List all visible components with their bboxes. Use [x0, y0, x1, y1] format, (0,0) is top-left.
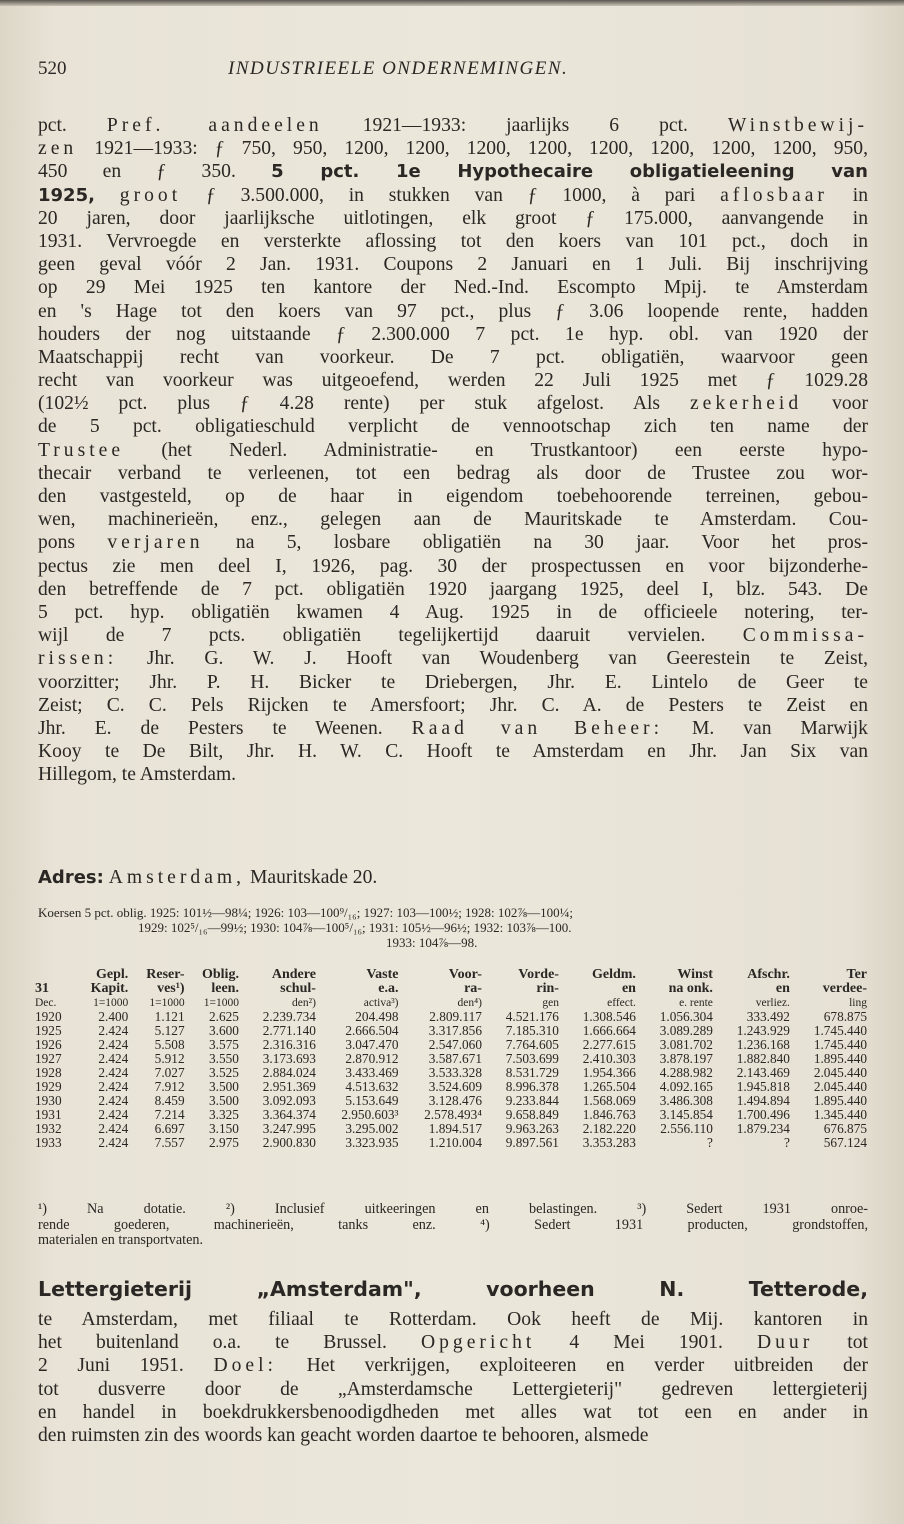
text-run: den betreffende de 7 pct. obligatiën 1920 jaargang 1925, deel I, blz. 543. De	[38, 578, 868, 600]
table-cell: 2.400	[98, 1009, 129, 1024]
text-run: Kooy te De Bilt, Jhr. H. W. C. Hooft te Amsterdam en Jhr. Jan Six van	[38, 741, 868, 763]
text-line	[38, 763, 868, 786]
footnotes	[38, 1202, 868, 1249]
text-run: houders der nog uitstaande ƒ 2.300.000 7 pct. 1e hyp. obl. van 1920 der	[38, 323, 868, 345]
table-cell: 1.700.496	[736, 1107, 790, 1122]
table-cell: 3.500	[209, 1079, 239, 1094]
table-row	[34, 1094, 868, 1108]
table-cell: 5.153.649	[345, 1093, 399, 1108]
table-row	[34, 1136, 868, 1150]
bold-heading: 5 pct. 1e Hypothecaire obligatieleening van	[271, 161, 868, 183]
table-cell: 3.323.935	[345, 1135, 399, 1150]
column-header: ling	[849, 997, 867, 1009]
table-cell: 2.809.117	[429, 1009, 482, 1024]
column-header: Ter	[846, 967, 867, 982]
column-header: Winst	[677, 967, 713, 982]
text-line	[38, 1401, 868, 1424]
table-row	[34, 1066, 868, 1080]
text-line	[38, 485, 868, 508]
table-cell: 2.625	[209, 1009, 239, 1024]
table-cell: 2.424	[98, 1093, 129, 1108]
table-cell: 3.295.002	[345, 1121, 399, 1136]
table-cell: 2.424	[98, 1121, 129, 1136]
text-run: in	[827, 184, 868, 206]
table-cell: 676.875	[823, 1121, 867, 1136]
column-header: Afschr.	[747, 967, 790, 982]
table-cell: 2.666.504	[345, 1023, 399, 1038]
column-header: effect.	[607, 997, 636, 1009]
row-year: 1932	[35, 1121, 62, 1136]
table-cell: 3.878.197	[659, 1051, 713, 1066]
spaced-term: aflosbaar	[720, 184, 828, 206]
column-header: e.a.	[378, 981, 399, 996]
text-run: wijl de 7 pcts. obligatiën tegelijkertijd daaruit vervielen.	[38, 625, 743, 647]
table-row	[34, 1080, 868, 1094]
spaced-term: Doel:	[213, 1355, 277, 1377]
table-cell: 3.128.476	[428, 1093, 482, 1108]
text-line	[38, 369, 868, 392]
column-header: Vaste	[366, 967, 399, 982]
footnote-line: materialen en transportvaten.	[38, 1232, 204, 1248]
table-cell: 2.424	[98, 1079, 129, 1094]
row-year: 1925	[35, 1023, 62, 1038]
row-year: 1931	[35, 1107, 62, 1122]
text-run: 4 Mei 1901.	[535, 1332, 757, 1354]
table-row	[34, 1122, 868, 1136]
table-cell: 7.185.310	[505, 1023, 559, 1038]
text-run: 1931. Vervroegde en versterkte aflossing tot den koers van 101 pct., doch in	[38, 230, 868, 252]
text-line	[38, 624, 868, 647]
text-run: den vastgesteld, op de haar in eigendom toebehoorende terreinen, gebou-	[38, 486, 868, 507]
column-header: ves¹)	[157, 981, 185, 996]
table-cell: 2.410.303	[582, 1051, 636, 1066]
column-header: 1=1000	[93, 997, 129, 1009]
table-cell: 7.764.605	[505, 1037, 559, 1052]
text-run: 450 en ƒ 350.	[38, 161, 272, 183]
column-header: rin-	[536, 981, 559, 996]
table-cell: 5.508	[154, 1037, 185, 1052]
text-run: tot dusverre door de „Amsterdamsche Lettergieterij" gedreven lettergieterij	[38, 1378, 868, 1400]
column-header: Andere	[271, 967, 316, 982]
text-run: wen, machinerieën, enz., gelegen aan de Mauritskade te Amsterdam. Cou-	[38, 509, 868, 531]
table-cell: 2.975	[209, 1135, 239, 1150]
koersen-line-3: 1933: 104⅞—98.	[386, 935, 478, 950]
row-year: 1929	[35, 1079, 62, 1094]
footnote-line: rende goederen, machinerieën, tanks enz. ⁴) Sedert 1931 producten, grondstoffen,	[38, 1216, 868, 1233]
text-run: en handel in boekdrukkersbenoodigdheden met alles wat tot een en ander in	[38, 1401, 868, 1423]
table-cell: 5.912	[154, 1051, 185, 1066]
row-year: 1933	[35, 1135, 62, 1150]
text-run: na 5, losbare obligatiën na 30 jaar. Voor het pros-	[203, 532, 868, 554]
text-run: voor	[802, 393, 868, 415]
table-cell: 678.875	[823, 1009, 867, 1024]
main-text-block	[38, 114, 868, 786]
text-line	[38, 671, 868, 694]
table-cell: 7.557	[154, 1135, 185, 1150]
table-cell: 1.236.168	[736, 1037, 790, 1052]
table-cell: 9.658.849	[505, 1107, 559, 1122]
text-line	[38, 207, 868, 230]
table-cell: 2.316.316	[262, 1037, 316, 1052]
table-cell: 3.145.854	[659, 1107, 713, 1122]
table-cell: 2.424	[98, 1037, 129, 1052]
table-cell: 3.173.693	[262, 1051, 316, 1066]
column-header: den⁴)	[457, 997, 482, 1009]
column-header: Kapit.	[90, 981, 129, 996]
column-header: Oblig.	[201, 967, 239, 982]
text-run: geen geval vóór 2 Jan. 1931. Coupons 2 Januari en 1 Juli. Bij inschrijving	[38, 254, 868, 276]
table-cell: 2.578.493⁴	[424, 1107, 482, 1122]
table-cell: 2.045.440	[813, 1065, 867, 1080]
address-line	[38, 866, 868, 889]
page-number: 520	[38, 58, 67, 79]
table-cell: 6.697	[154, 1121, 185, 1136]
column-header: leen.	[211, 981, 239, 996]
row-year: 1927	[35, 1051, 62, 1066]
table-cell: 1.894.517	[428, 1121, 482, 1136]
spaced-term: rissen:	[38, 648, 118, 670]
spaced-term: Duur	[756, 1332, 814, 1354]
row-year: 1920	[35, 1009, 62, 1024]
table-cell: 3.353.283	[582, 1135, 636, 1150]
text-run: den ruimsten zin des woords kan geacht worden daartoe te behooren, alsmede	[38, 1424, 649, 1446]
table-header-row	[34, 968, 868, 982]
text-line	[38, 717, 868, 740]
spaced-term: groot	[119, 184, 182, 206]
column-header: verliez.	[755, 997, 790, 1009]
column-header: en	[621, 981, 636, 996]
section-lettergieterij	[38, 1270, 868, 1447]
financial-table	[34, 968, 868, 1150]
table-cell: 9.963.263	[505, 1121, 559, 1136]
table-cell: 3.364.374	[262, 1107, 316, 1122]
table-cell: 9.233.844	[505, 1093, 559, 1108]
table-cell: 4.288.982	[659, 1065, 713, 1080]
column-header: 1=1000	[203, 997, 239, 1009]
table-cell: 2.143.469	[736, 1065, 790, 1080]
table-cell: 3.089.289	[659, 1023, 713, 1038]
text-run: 1921—1933: ƒ 750, 950, 1200, 1200, 1200, 1200, 1200, 1200, 1200, 1200, 950,	[77, 138, 868, 160]
table-cell: 3.533.328	[428, 1065, 482, 1080]
text-line	[38, 578, 868, 601]
text-line	[38, 694, 868, 717]
table-cell: 1.846.763	[582, 1107, 636, 1122]
spaced-term: verjaren	[107, 532, 204, 554]
table-row	[34, 1024, 868, 1038]
text-run: en 's Hage tot den koers van 97 pct., plus ƒ 3.06 loopende rente, hadden	[38, 300, 868, 322]
table-cell: 8.531.729	[505, 1065, 559, 1080]
column-header: Vorde-	[518, 967, 559, 982]
spaced-term: Raad van Beheer:	[411, 717, 664, 739]
text-line	[38, 462, 868, 485]
table-header-row	[34, 996, 868, 1010]
table-cell: 3.150	[209, 1121, 239, 1136]
row-year: 1926	[35, 1037, 62, 1052]
column-header: activa³)	[363, 997, 399, 1009]
column-header: 31	[35, 981, 49, 996]
address-label: Adres:	[38, 867, 104, 888]
text-line	[38, 555, 868, 578]
table-cell: 2.884.024	[262, 1065, 316, 1080]
table-cell: 7.503.699	[505, 1051, 559, 1066]
text-line	[38, 346, 868, 369]
page-header	[38, 58, 868, 86]
text-run: 1921—1933: jaarlijks 6 pct.	[322, 115, 728, 136]
table-cell: 2.424	[98, 1023, 129, 1038]
text-run: op 29 Mei 1925 ten kantore der Ned.-Ind. Escompto Mpij. te Amsterdam	[38, 277, 868, 299]
text-line	[38, 230, 868, 253]
spaced-term: Winstbewij-	[727, 115, 868, 136]
table-cell: 2.771.140	[262, 1023, 316, 1038]
row-year: 1930	[35, 1093, 62, 1108]
text-line	[38, 323, 868, 346]
table-row	[34, 1108, 868, 1122]
row-year: 1928	[35, 1065, 62, 1080]
table-cell: 3.081.702	[659, 1037, 713, 1052]
text-run	[95, 185, 120, 206]
table-row	[34, 1038, 868, 1052]
column-header: schul-	[280, 981, 316, 996]
table-cell: 1.945.818	[736, 1079, 790, 1094]
text-run: Hillegom, te Amsterdam.	[38, 764, 237, 786]
table-cell: 3.247.995	[262, 1121, 316, 1136]
table-cell: 1.568.069	[582, 1093, 636, 1108]
column-header: ra-	[464, 981, 482, 996]
koersen-line-2: 1929: 102⁵/₁₆—99½; 1930: 104⅞—100⁵/₁₆; 1931: 105½—96½; 1932: 103⅞—100.	[138, 920, 572, 935]
column-header: Geldm.	[591, 967, 636, 982]
address-city: Amsterdam,	[108, 867, 246, 888]
table-cell: 1.745.440	[813, 1037, 867, 1052]
column-header: en	[775, 981, 790, 996]
table-cell: ?	[784, 1135, 790, 1150]
column-header: Dec.	[35, 997, 57, 1009]
column-header: gen	[542, 997, 559, 1009]
text-line	[38, 253, 868, 276]
table-row	[34, 1010, 868, 1024]
column-header: Voor-	[448, 967, 482, 982]
table-cell: 7.214	[154, 1107, 185, 1122]
column-header: verdee-	[822, 981, 867, 996]
text-line	[38, 1308, 868, 1331]
table-cell: 8.459	[154, 1093, 185, 1108]
column-header: na onk.	[668, 981, 713, 996]
table-cell: 2.424	[98, 1065, 129, 1080]
text-run: tot	[813, 1332, 868, 1354]
text-line	[38, 740, 868, 763]
text-run: (het Nederl. Administratie- en Trustkantoor) een eerste hypo-	[124, 439, 868, 461]
spaced-term: Pref. aandeelen	[106, 115, 323, 136]
table-cell: 2.424	[98, 1135, 129, 1150]
text-line	[38, 276, 868, 299]
table-cell: 3.047.470	[345, 1037, 399, 1052]
table-cell: 2.870.912	[345, 1051, 399, 1066]
text-run: pons	[38, 532, 108, 554]
table-cell: 1.494.894	[736, 1093, 790, 1108]
table-cell: 1.210.004	[428, 1135, 482, 1150]
text-run: Zeist; C. C. Pels Rijcken te Amersfoort; Jhr. C. A. de Pesters te Zeist en	[38, 694, 868, 716]
table-cell: 2.556.110	[660, 1121, 713, 1136]
column-header: den²)	[292, 997, 316, 1009]
column-header: e. rente	[679, 997, 713, 1009]
company-title: Lettergieterij „Amsterdam", voorheen N. Tetterode,	[38, 1277, 868, 1301]
table-cell: 3.550	[209, 1051, 239, 1066]
table-cell: 7.912	[154, 1079, 185, 1094]
column-header: Gepl.	[96, 967, 129, 982]
table-cell: ?	[707, 1135, 713, 1150]
scan-edge	[0, 0, 904, 6]
text-run: 20 jaren, door jaarlijksche uitlotingen, elk groot ƒ 175.000, aanvangende in	[38, 207, 868, 229]
text-line	[38, 1354, 868, 1377]
text-run: Maatschappij recht van voorkeur. De 7 pct. obligatiën, waarvoor geen	[38, 346, 868, 368]
table-cell: 1.879.234	[736, 1121, 790, 1136]
text-run: voorzitter; Jhr. P. H. Bicker te Driebergen, Jhr. E. Lintelo de Geer te	[38, 671, 868, 693]
spaced-term: Commissa-	[742, 625, 868, 647]
koersen-block	[38, 905, 868, 950]
table-header-row	[34, 982, 868, 996]
table-cell: 4.092.165	[659, 1079, 713, 1094]
text-line	[38, 1378, 868, 1401]
text-run: de 5 pct. obligatieschuld verplicht de vennootschap zich ten name der	[38, 416, 868, 438]
text-run: Jhr. G. W. J. Hooft van Woudenberg van Geerestein te Zeist,	[117, 648, 868, 670]
text-line	[38, 1424, 868, 1447]
table-cell: 1.882.840	[736, 1051, 790, 1066]
table-cell: 1.954.366	[582, 1065, 636, 1080]
text-line	[38, 300, 868, 323]
table-cell: 1.265.504	[582, 1079, 636, 1094]
table-cell: 4.521.176	[505, 1009, 559, 1024]
table-cell: 2.239.734	[262, 1009, 316, 1024]
text-line	[38, 647, 868, 670]
address-street: Mauritskade 20.	[245, 867, 378, 888]
table-cell: 3.575	[209, 1037, 239, 1052]
text-line	[38, 531, 868, 554]
spaced-term: zekerheid	[689, 393, 803, 415]
table-cell: 1.745.440	[813, 1023, 867, 1038]
text-run: te Amsterdam, met filiaal te Rotterdam. Ook heeft de Mij. kantoren in	[38, 1309, 868, 1330]
text-run: M. van Marwijk	[663, 717, 868, 739]
text-line	[38, 439, 868, 462]
text-run: pct.	[38, 115, 107, 136]
text-line	[38, 415, 868, 438]
table-cell: 333.492	[746, 1009, 790, 1024]
spaced-term: Trustee	[38, 439, 125, 461]
table-cell: 1.895.440	[813, 1093, 867, 1108]
table-cell: 567.124	[823, 1135, 867, 1150]
table-cell: 3.525	[209, 1065, 239, 1080]
column-header: 1=1000	[149, 997, 185, 1009]
text-line	[38, 1331, 868, 1354]
table-cell: 2.045.440	[813, 1079, 867, 1094]
running-title: INDUSTRIEELE ONDERNEMINGEN.	[228, 58, 569, 79]
text-run: Jhr. E. de Pesters te Weenen.	[38, 717, 412, 739]
text-run: thecair verband te verleenen, tot een bedrag als door de Trustee zou wor-	[38, 462, 868, 484]
text-run: ƒ 3.500.000, in stukken van ƒ 1000, à pari	[181, 184, 721, 206]
text-line	[38, 392, 868, 415]
text-run: het buitenland o.a. te Brussel.	[38, 1332, 421, 1354]
table-cell: 3.500	[209, 1093, 239, 1108]
column-header: Reser-	[146, 967, 185, 982]
footnote-line: ¹) Na dotatie. ²) Inclusief uitkeeringen en belastingen. ³) Sedert 1931 onroe-	[38, 1201, 868, 1217]
text-line	[38, 601, 868, 624]
table-cell: 4.513.632	[345, 1079, 399, 1094]
table-cell: 3.486.308	[659, 1093, 713, 1108]
text-run: 5 pct. hyp. obligatiën kwamen 4 Aug. 1925 in de officieele notering, ter-	[38, 601, 868, 623]
table-cell: 3.524.609	[428, 1079, 482, 1094]
table-cell: 1.121	[154, 1009, 185, 1024]
table-cell: 1.666.664	[582, 1023, 636, 1038]
table-cell: 2.424	[98, 1051, 129, 1066]
table-cell: 3.317.856	[428, 1023, 482, 1038]
text-line	[38, 114, 868, 137]
table-cell: 5.127	[154, 1023, 185, 1038]
table-cell: 3.325	[209, 1107, 239, 1122]
bold-heading: 1925,	[38, 184, 95, 206]
table-cell: 2.547.060	[428, 1037, 482, 1052]
table-cell: 3.092.093	[262, 1093, 316, 1108]
table-cell: 204.498	[355, 1009, 399, 1024]
text-line	[38, 184, 868, 207]
text-run: Het verkrijgen, exploiteeren en verder uitbreiden der	[277, 1355, 868, 1377]
spaced-term: Opgericht	[420, 1332, 536, 1354]
text-run: (102½ pct. plus ƒ 4.28 rente) per stuk afgelost. Als	[38, 393, 690, 415]
table-cell: 2.900.830	[262, 1135, 316, 1150]
column-header	[34, 968, 74, 982]
text-line	[38, 508, 868, 531]
spaced-term: zen	[38, 138, 78, 160]
text-line	[38, 160, 868, 183]
text-run: pectus zie men deel I, 1926, pag. 30 der prospectussen en voor bijzonderhe-	[38, 555, 868, 577]
table-cell: 3.433.469	[345, 1065, 399, 1080]
table-cell: 1.056.304	[659, 1009, 713, 1024]
koersen-line-1: Koersen 5 pct. oblig. 1925: 101½—98¼; 1926: 103—100⁹/₁₆; 1927: 103—100½; 1928: 102⅞—100¼;	[38, 905, 574, 920]
table-cell: 2.950.603³	[341, 1107, 399, 1122]
table-cell: 7.027	[154, 1065, 185, 1080]
table-cell: 1.308.546	[582, 1009, 636, 1024]
table-cell: 1.895.440	[813, 1051, 867, 1066]
table-cell: 2.424	[98, 1107, 129, 1122]
table-cell: 2.951.369	[262, 1079, 316, 1094]
table-row	[34, 1052, 868, 1066]
table-cell: 8.996.378	[505, 1079, 559, 1094]
table-cell: 1.243.929	[736, 1023, 790, 1038]
text-line	[38, 137, 868, 160]
text-run: recht van voorkeur was uitgeoefend, werden 22 Juli 1925 met ƒ 1029.28	[38, 370, 868, 392]
text-run: 2 Juni 1951.	[38, 1355, 214, 1377]
table-cell: 3.587.671	[428, 1051, 482, 1066]
table-cell: 2.182.220	[582, 1121, 636, 1136]
table-cell: 9.897.561	[505, 1135, 559, 1150]
table-cell: 3.600	[209, 1023, 239, 1038]
table-cell: 2.277.615	[582, 1037, 636, 1052]
table-cell: 1.345.440	[813, 1107, 867, 1122]
